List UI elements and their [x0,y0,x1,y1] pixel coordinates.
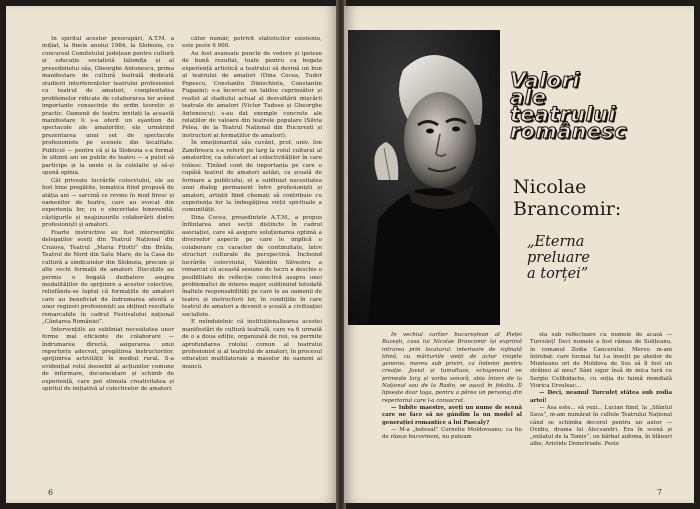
portrait-photo [348,30,500,325]
name-line: Nicolae [513,176,587,198]
heading-line: teatrului [510,102,617,126]
paragraph: Au fost avansate puncte de vedere și ipoteze de bună rezultat, toate pentru ca bogata experiență artistică a teatrului să devină un bun al teatrului de amatori (Dina Cocea, Tudor Popescu, Constantin Dinischiotu, Constantin Fugașin); s-a încercat un tablou cuprinzător și realist al stadiului actual al dezvoltării mișcării teatrale de amatori (Victor Tudose și Gheorghe Antonescu); s-au dat exemple concrete ale relațiilor de valoare din teatrele populare (Silvia Pelea, de la Teatrul Național din București și instructori ai formațiilor de amatori). [182,50,322,139]
interview-question: — Deci, neamul Turculeț stătea sub zodia artei! [530,390,672,404]
paragraph: Dina Cocea, președintele A.T.M., a propus înființarea unei secții distincte în cadrul asociației, care să asigure soluționarea optimă a diverselor aspecte pe care le implică o colaborare cu caracter de continuitate, între structuri culturale de perspectivă. Încheind lucrările colocviului, Valentin Silvestru a remarcat că această sesiune de lucru a deschis o posibilitate de reflecție colectivă asupra unei problematici de interes major, subliniind totodată înaltele responsabilități pe care le au oamenii de teatru și instructorii lor, în condițiile în care teatrul de amatori a devenit o școală a civilizației socialiste. [182,214,322,318]
interview-answer: — Asa este... să vezi... Lucian fiind, la „Sfântul Sava”, m-am numărat în cultele Teatrului Național când se schimba decorul pentru un autor — Ovidiu, drama lui Alecsandri. Era în scenă și „exilatul de la Tomis”, un bărbat aidoma, în blănuri albe, Aristide Demetriade. Peste [530,404,672,448]
page-number-left: 6 [48,488,54,497]
left-column-2 [182,36,322,478]
paragraph: În spiritul acestor preocupări, A.T.M. a inițiat, la finele anului 1984, la Slobozia, cu concursul Comitetului județean pentru cultură și educație socialistă Ialomița și al președintelui său, Gheorghe Antonescu, prima manifestare de cultură teatrală dedicată studierii interferențelor teatrului profesionist cu teatrul de amatori, complexitatea problemelor ridicate de colaborarea lor având importante consecințe de ordin teoretic și practic. Oamenii de teatru invitați la această manifestare li s-a oferit un eşantion de spectacole ale amatorilor, ele urmărind prezentarea unui set de spectacole profesioniste pe scenele din localitate. Publicul — pentru că și la Slobozia s-a format în ultimii ani un public de teatru — a putut să participe și la unele și la celelalte și să-și spună opinia. [42,36,174,177]
subtitle-line: preluare [527,250,590,266]
section-heading [510,68,690,143]
left-column-1 [42,36,174,478]
intro-paragraph: În vechiul cartier bucureștean al Pieței Buzești, casa lui Nicolae Brancomir își exprimă intrarea prin locatarul: interioare de rafinată tihnă, cu mărturiile vieții de actor risipite generos, mereu sub priviri, ca îndemn pentru creație. Jovial și tumultuos, octogenarul ne primește larg și vorba sonoră, abia întors de la Național sau de la Radio, se așază în fotoliu. Îl lipsește doar toga, pentru a părea un personaj din repertoriul care l-a consacrat. [382,332,522,404]
left-page [6,6,338,503]
interview-answer: sta sub reflectoare cu numele de acasă — Turculeț! Deci numele a fost rămas de Sulițeanu, în romanul Zodia Cancerului. Mereu m-am întrebat: care tocmai lui l-a însoțit pe aheilor de Munteanu ori de Moldova de Sus să îl fost un străinoi al meu? Sânt sigur însă de mica tură cu Sergiu Celibidache, cu soția de faimă mondială Viorica Ursuleac... [530,332,672,390]
paragraph: Foarte instructive au fost intervențiile delegaților sosiți din Teatrul Național din Craiova, Teatrul „Maria Filotti” din Brăila, Teatrul de Nord din Satu Mare, de la Casa de cultură a sindicatelor din Slobozia, precum și alte vechi formații de amatori. Discuțiile au permis o bogată dezbatere asupra modalităților de sprijinire a acestor colective, reliefându-se faptul că formațiile de amatori care au beneficiat de îndrumarea atentă a unor regizori profesioniști au obținut rezultate remarcabile în cadrul Festivalului național „Cântarea României”. [42,229,174,326]
interview-question: — Iubite maestre, aveți un nume de scenă care ne face să ne gândim la un model al generației romantice a lui Pascaly? [382,404,522,426]
article-subtitle [527,234,692,282]
subtitle-line: a torței” [527,266,589,282]
paragraph: cător număr, potrivit statisticilor existente, este peste 6 000. [182,36,322,50]
right-column-2 [530,332,672,478]
heading-line: Valori [510,68,580,92]
interview-answer: — M-a „botezat” Corneliu Moldoveanu; ca fiu de răzeși bucovineni, nu puteam [382,426,522,441]
page-number-right: 7 [656,488,662,497]
right-column-1 [382,332,522,478]
portrait-photo-image [348,30,500,325]
heading-line: românesc [510,119,628,143]
right-page [344,6,694,503]
article-title-name [513,176,693,220]
paragraph: E neîndoielnic că instituționalizarea acestei manifestări de cultură teatrală, care va fi urmată de o a doua ediție, organizată de noi, va permite aprofundarea rolului comun al teatrului profesionist și al teatrului de amatori, în procesul educației multilaterale a maselor de oameni ai muncii. [182,319,322,370]
paragraph: Intervențiile au subliniat necesitatea unor forme mai eficiente de colaborare — îndrumarea directă, asigurarea unui repertoriu adecvat, pregătirea instructorilor, sprijinirea activității în mediul rural. S-a evidențiat rolul deosebit al acțiunilor comune de informare, documentare și schimb de experiență, care pot stimula creativitatea și spiritul de inițiativă al colectivelor de amatori. [42,326,174,393]
paragraph: Cât privește lucrările colocviului, ele au fost bine pregătite, tematica fiind propusă de atâția ani — sarcină ce revine în mod firesc și oamenilor de teatru, care au evocat din experiența lor, cu o sinceritate binevenită, câștigurile și neajunsurile colaborării dintre profesioniști și amatori. [42,177,174,229]
subtitle-line: „Eterna [527,234,585,250]
name-line: Brancomir: [513,198,622,220]
paragraph: În emoționantul său cuvânt, prof. univ. Ion Zamfirescu s-a referit pe larg la rolul cultural al amatorilor, ca educatori ai colectivităților în care trăiesc. Tinând cont de importanța pe care o capătă teatrul de amatori astăzi, ca școală de formare a publicului, el a subliniat necesitatea unui dialog permanent între profesioniști și amatori, artiștii fiind chemați să contribuie cu experiența lor la îmbogățirea vieții spirituale a comunității. [182,140,322,214]
heading-line: ale [510,85,547,109]
